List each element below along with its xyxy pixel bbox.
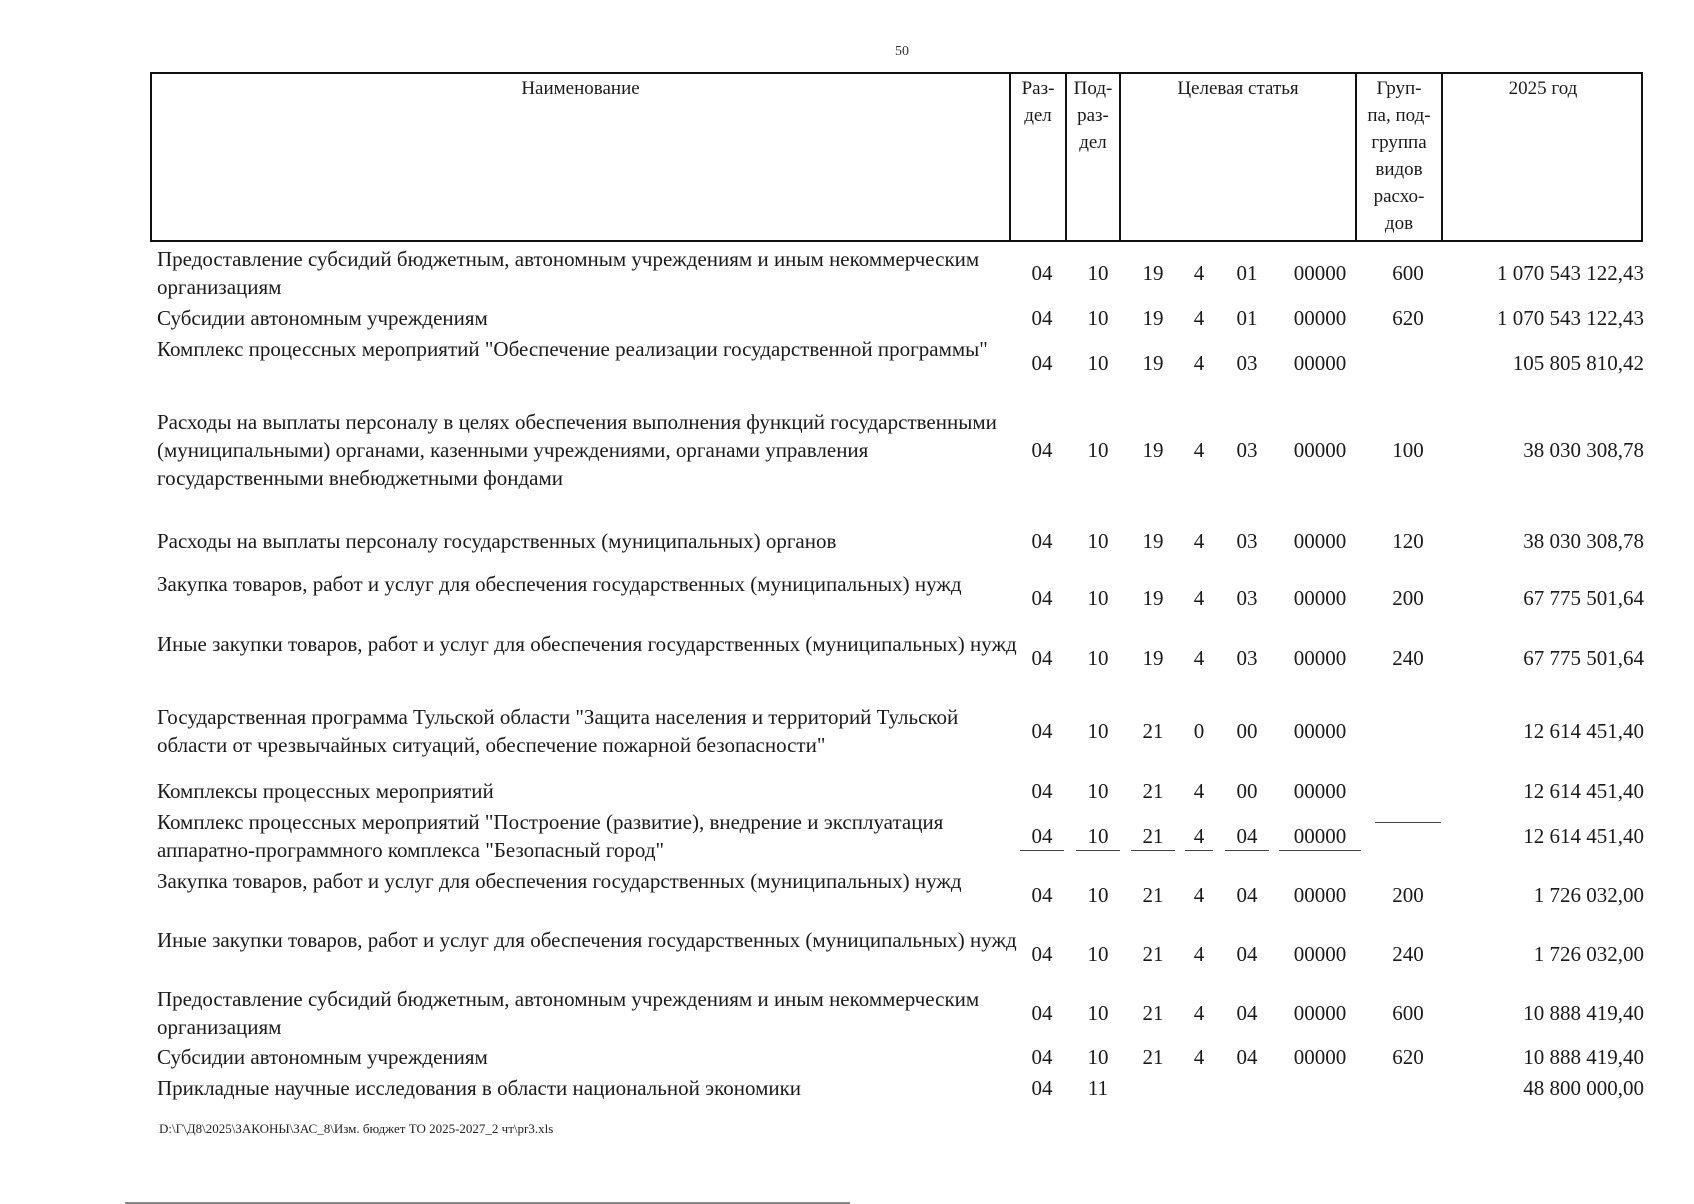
row-cs3: 03 — [1236, 646, 1258, 670]
header-year: 2025 год — [1508, 78, 1578, 99]
row-amount: 38 030 308,78 — [1523, 529, 1644, 553]
row-cs3: 04 — [1236, 1045, 1258, 1069]
row-cs1: 21 — [1142, 719, 1164, 743]
row-podrazdel: 10 — [1087, 646, 1109, 670]
row-name: Субсидии автономным учреждениям — [157, 306, 488, 330]
row-amount: 10 888 419,40 — [1523, 1045, 1644, 1069]
row-cs3: 01 — [1236, 306, 1258, 330]
row-cs3: 04 — [1236, 883, 1258, 907]
row-razdel: 04 — [1031, 529, 1053, 553]
table-row — [0, 1074, 1694, 1102]
table-row — [0, 335, 1694, 391]
row-cs4: 00000 — [1279, 822, 1361, 851]
table-row — [0, 245, 1694, 301]
header-target: Целевая статья — [1121, 74, 1357, 240]
row-cs4: 00000 — [1293, 883, 1347, 907]
row-cs3: 04 — [1225, 822, 1269, 851]
table-row — [0, 703, 1694, 759]
row-podrazdel: 10 — [1087, 1045, 1109, 1069]
row-amount: 1 726 032,00 — [1533, 883, 1644, 907]
header-group: Груп- па, под- группа видов расхо- дов — [1357, 74, 1443, 240]
row-cs3: 03 — [1236, 586, 1258, 610]
row-amount: 12 614 451,40 — [1523, 824, 1644, 848]
row-razdel: 04 — [1031, 261, 1053, 285]
header-razdel: Раз- дел — [1011, 74, 1067, 240]
table-header — [150, 72, 1643, 242]
row-group: 100 — [1392, 438, 1424, 462]
row-cs1: 19 — [1142, 586, 1164, 610]
row-podrazdel: 10 — [1087, 438, 1109, 462]
row-razdel: 04 — [1031, 351, 1053, 375]
row-cs2: 4 — [1193, 261, 1205, 285]
row-amount: 1 726 032,00 — [1533, 942, 1644, 966]
row-razdel: 04 — [1031, 438, 1053, 462]
row-cs2: 4 — [1193, 1045, 1205, 1069]
row-name: Прикладные научные исследования в области национальной экономики — [157, 1076, 802, 1100]
table-row — [0, 527, 1694, 555]
row-razdel: 04 — [1031, 883, 1053, 907]
row-cs2: 4 — [1193, 306, 1205, 330]
row-amount: 38 030 308,78 — [1523, 438, 1644, 462]
row-podrazdel: 10 — [1087, 719, 1109, 743]
row-podrazdel: 10 — [1087, 529, 1109, 553]
table-row — [0, 304, 1694, 332]
row-cs2: 0 — [1193, 719, 1205, 743]
row-cs1: 19 — [1142, 438, 1164, 462]
row-podrazdel: 10 — [1087, 883, 1109, 907]
row-cs3: 04 — [1236, 942, 1258, 966]
table-row — [0, 867, 1694, 923]
table-row — [0, 570, 1694, 626]
table-row — [0, 408, 1694, 492]
row-cs4: 00000 — [1293, 586, 1347, 610]
row-cs2: 4 — [1193, 646, 1205, 670]
row-cs4: 00000 — [1293, 646, 1347, 670]
row-cs1: 21 — [1142, 1045, 1164, 1069]
row-cs1: 19 — [1142, 646, 1164, 670]
row-cs4: 00000 — [1293, 779, 1347, 803]
row-cs2: 4 — [1193, 942, 1205, 966]
row-podrazdel: 10 — [1087, 351, 1109, 375]
row-cs1: 21 — [1131, 822, 1175, 851]
row-podrazdel: 10 — [1087, 1001, 1109, 1025]
table-row — [0, 808, 1694, 864]
row-cs4: 00000 — [1293, 351, 1347, 375]
header-podrazdel: Под- раз- дел — [1067, 74, 1121, 240]
row-cs1: 21 — [1142, 779, 1164, 803]
row-name: Иные закупки товаров, работ и услуг для обеспечения государственных (муниципальных) нужд — [157, 632, 1017, 656]
row-group: 620 — [1392, 1045, 1424, 1069]
row-cs4: 00000 — [1293, 1001, 1347, 1025]
row-group: 240 — [1392, 942, 1424, 966]
row-cs4: 00000 — [1293, 719, 1347, 743]
page-number: 50 — [895, 44, 909, 59]
row-cs2: 4 — [1193, 438, 1205, 462]
row-cs1: 19 — [1142, 306, 1164, 330]
row-amount: 105 805 810,42 — [1512, 351, 1644, 375]
row-cs4: 00000 — [1293, 261, 1347, 285]
row-cs2: 4 — [1193, 1001, 1205, 1025]
row-cs3: 00 — [1236, 719, 1258, 743]
row-group: 600 — [1392, 261, 1424, 285]
row-amount: 1 070 543 122,43 — [1497, 261, 1644, 285]
row-amount: 67 775 501,64 — [1523, 586, 1644, 610]
row-podrazdel: 11 — [1087, 1076, 1109, 1100]
row-group: 600 — [1392, 1001, 1424, 1025]
row-podrazdel: 10 — [1087, 586, 1109, 610]
row-cs3: 03 — [1236, 351, 1258, 375]
row-name: Закупка товаров, работ и услуг для обеспечения государственных (муниципальных) нужд — [157, 869, 962, 893]
row-name: Закупка товаров, работ и услуг для обеспечения государственных (муниципальных) нужд — [157, 572, 962, 596]
row-razdel: 04 — [1031, 779, 1053, 803]
row-cs4: 00000 — [1293, 529, 1347, 553]
row-name: Предоставление субсидий бюджетным, автономным учреждениям и иным некоммерческим организациям — [157, 247, 980, 299]
row-razdel: 04 — [1031, 942, 1053, 966]
row-name: Комплекс процессных мероприятий "Обеспечение реализации государственной программы" — [157, 337, 988, 361]
row-cs1: 19 — [1142, 529, 1164, 553]
row-cs2: 4 — [1193, 883, 1205, 907]
row-podrazdel: 10 — [1087, 942, 1109, 966]
row-cs3: 01 — [1236, 261, 1258, 285]
row-cs4: 00000 — [1293, 306, 1347, 330]
row-group: 620 — [1392, 306, 1424, 330]
table-row — [0, 926, 1694, 982]
table-row — [0, 1043, 1694, 1071]
row-cs3: 00 — [1236, 779, 1258, 803]
row-cs4: 00000 — [1293, 438, 1347, 462]
row-cs1: 21 — [1142, 942, 1164, 966]
row-name: Расходы на выплаты персоналу в целях обеспечения выполнения функций государственными (муниципальными) органами, казенными учреждениями, органами управления государственными внебюджетными фондами — [157, 410, 997, 490]
row-cs3: 04 — [1236, 1001, 1258, 1025]
table-row — [0, 777, 1694, 805]
row-razdel: 04 — [1031, 1076, 1053, 1100]
row-cs2: 4 — [1193, 779, 1205, 803]
row-razdel: 04 — [1031, 1001, 1053, 1025]
row-group: 240 — [1392, 646, 1424, 670]
table-row — [0, 985, 1694, 1041]
row-name: Комплексы процессных мероприятий — [157, 779, 494, 803]
row-cs3: 03 — [1236, 438, 1258, 462]
row-cs1: 21 — [1142, 1001, 1164, 1025]
row-razdel: 04 — [1031, 719, 1053, 743]
row-amount: 12 614 451,40 — [1523, 779, 1644, 803]
header-name: Наименование — [152, 74, 1011, 240]
row-cs3: 03 — [1236, 529, 1258, 553]
row-razdel: 04 — [1031, 306, 1053, 330]
row-podrazdel: 10 — [1087, 779, 1109, 803]
row-razdel: 04 — [1031, 646, 1053, 670]
row-name: Государственная программа Тульской области "Защита населения и территорий Тульской области от чрезвычайных ситуаций, обеспечение пожарной безопасности" — [157, 705, 959, 757]
row-podrazdel: 10 — [1087, 261, 1109, 285]
row-podrazdel: 10 — [1076, 822, 1120, 851]
row-amount: 1 070 543 122,43 — [1497, 306, 1644, 330]
row-name: Предоставление субсидий бюджетным, автономным учреждениям и иным некоммерческим организациям — [157, 987, 980, 1039]
row-group: 120 — [1392, 529, 1424, 553]
row-cs2: 4 — [1193, 586, 1205, 610]
row-razdel: 04 — [1020, 822, 1064, 851]
row-cs1: 19 — [1142, 351, 1164, 375]
row-cs4: 00000 — [1293, 1045, 1347, 1069]
row-cs4: 00000 — [1293, 942, 1347, 966]
row-cs2: 4 — [1185, 822, 1213, 851]
row-cs1: 21 — [1142, 883, 1164, 907]
row-razdel: 04 — [1031, 1045, 1053, 1069]
row-cs2: 4 — [1193, 529, 1205, 553]
row-amount: 48 800 000,00 — [1523, 1076, 1644, 1100]
row-cs1: 19 — [1142, 261, 1164, 285]
row-group: 200 — [1392, 586, 1424, 610]
row-podrazdel: 10 — [1087, 306, 1109, 330]
row-name: Расходы на выплаты персоналу государственных (муниципальных) органов — [157, 529, 837, 553]
row-cs2: 4 — [1193, 351, 1205, 375]
row-name: Субсидии автономным учреждениям — [157, 1045, 488, 1069]
row-group: 200 — [1392, 883, 1424, 907]
row-name: Иные закупки товаров, работ и услуг для обеспечения государственных (муниципальных) нужд — [157, 928, 1017, 952]
row-amount: 10 888 419,40 — [1523, 1001, 1644, 1025]
file-path: D:\Г\Д8\2025\ЗАКОНЫ\ЗАС_8\Изм. бюджет ТО 2025-2027_2 чт\pr3.xls — [159, 1121, 554, 1136]
row-razdel: 04 — [1031, 586, 1053, 610]
row-amount: 12 614 451,40 — [1523, 719, 1644, 743]
table-row — [0, 630, 1694, 686]
row-name: Комплекс процессных мероприятий "Построение (развитие), внедрение и эксплуатация аппаратно-программного комплекса "Безопасный город" — [157, 810, 944, 862]
row-amount: 67 775 501,64 — [1523, 646, 1644, 670]
